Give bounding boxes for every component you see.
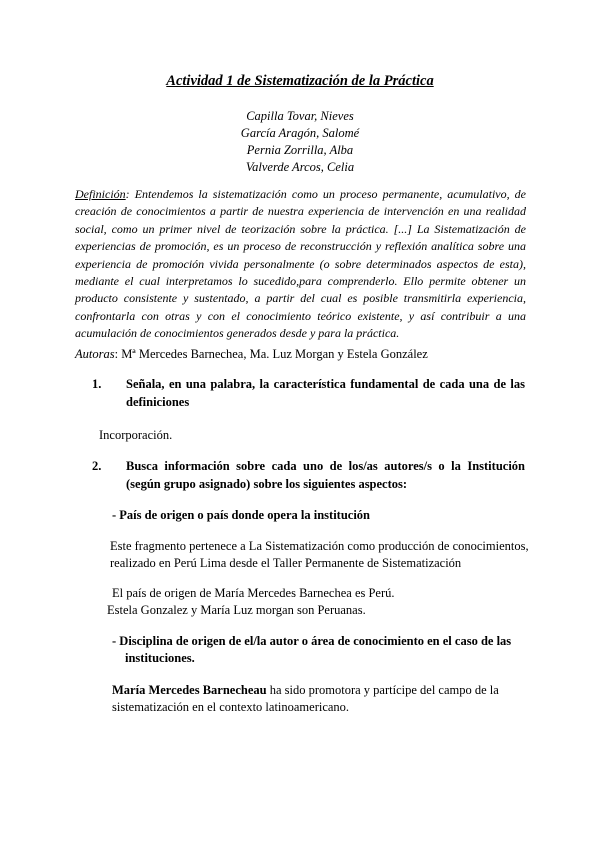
paragraph-barnechea	[112, 682, 499, 716]
paragraph-fragmento	[110, 538, 529, 572]
document-title: Actividad 1 de Sistematización de la Práctica	[166, 73, 434, 89]
text-line: Este fragmento pertenece a La Sistematización como producción de conocimientos,	[110, 539, 529, 553]
question-1	[92, 376, 525, 411]
subheading-disciplina	[112, 633, 511, 667]
definition-paragraph	[75, 186, 526, 343]
author-name: Valverde Arcos, Celia	[245, 160, 355, 174]
text-span: ha sido promotora y partícipe del campo de la	[266, 683, 499, 697]
author-name: García Aragón, Salomé	[240, 126, 360, 140]
question-text: Señala, en una palabra, la característica fundamental de cada una de las definiciones	[126, 377, 525, 409]
subheading-pais: - País de origen o país donde opera la institución	[112, 508, 371, 522]
answer-1: Incorporación.	[99, 428, 173, 442]
paragraph-pais-line2: Estela Gonzalez y María Luz morgan son Peruanas.	[107, 603, 366, 617]
text-line: realizado en Perú Lima desde el Taller Permanente de Sistematización	[110, 556, 462, 570]
question-number: 1.	[92, 377, 102, 391]
question-2	[92, 458, 525, 493]
author-name: Pernia Zorrilla, Alba	[246, 143, 354, 157]
text-line: - Disciplina de origen de el/la autor o área de conocimiento en el caso de las	[112, 634, 512, 648]
autoras-label: Autoras	[75, 347, 115, 361]
author-list	[0, 108, 600, 176]
question-text: Busca información sobre cada uno de los/as autores/s o la Institución (según grupo asignado) sobre los siguientes aspectos:	[126, 459, 525, 491]
author-name: Capilla Tovar, Nieves	[246, 109, 354, 123]
definition-label: Definición	[75, 187, 126, 201]
paragraph-pais-line1: El país de origen de María Mercedes Barnechea es Perú.	[112, 586, 395, 600]
definition-text: : Entendemos la sistematización como un proceso permanente, acumulativo, de creación de conocimientos a partir de nuestra experiencia de intervención en una realidad social, como un primer nivel de teorización sobre la práctica. [...] La Sistematización de experiencias de promoción, es un proceso de reconstrucción y reflexión analítica sobre una experiencia de promoción vivida personalmente (o sobre determinados aspectos de esta), mediante el cual interpretamos lo sucedido,para comprenderlo. Ello permite obtener un producto consistente y sustentado, a partir del cual es posible transmitirla experiencia, confrontarla con otras y con el conocimiento teórico existente, y así contribuir a una acumulación de conocimientos generados desde y para la práctica.	[75, 187, 526, 341]
question-number: 2.	[92, 459, 102, 473]
autoras-text: : Mª Mercedes Barnechea, Ma. Luz Morgan y Estela González	[114, 347, 428, 361]
autoras-line	[75, 346, 526, 363]
text-line: sistematización en el contexto latinoamericano.	[112, 700, 350, 714]
bold-name: María Mercedes Barnecheau	[112, 683, 267, 697]
text-line: instituciones.	[125, 651, 195, 665]
text-line	[112, 682, 499, 699]
